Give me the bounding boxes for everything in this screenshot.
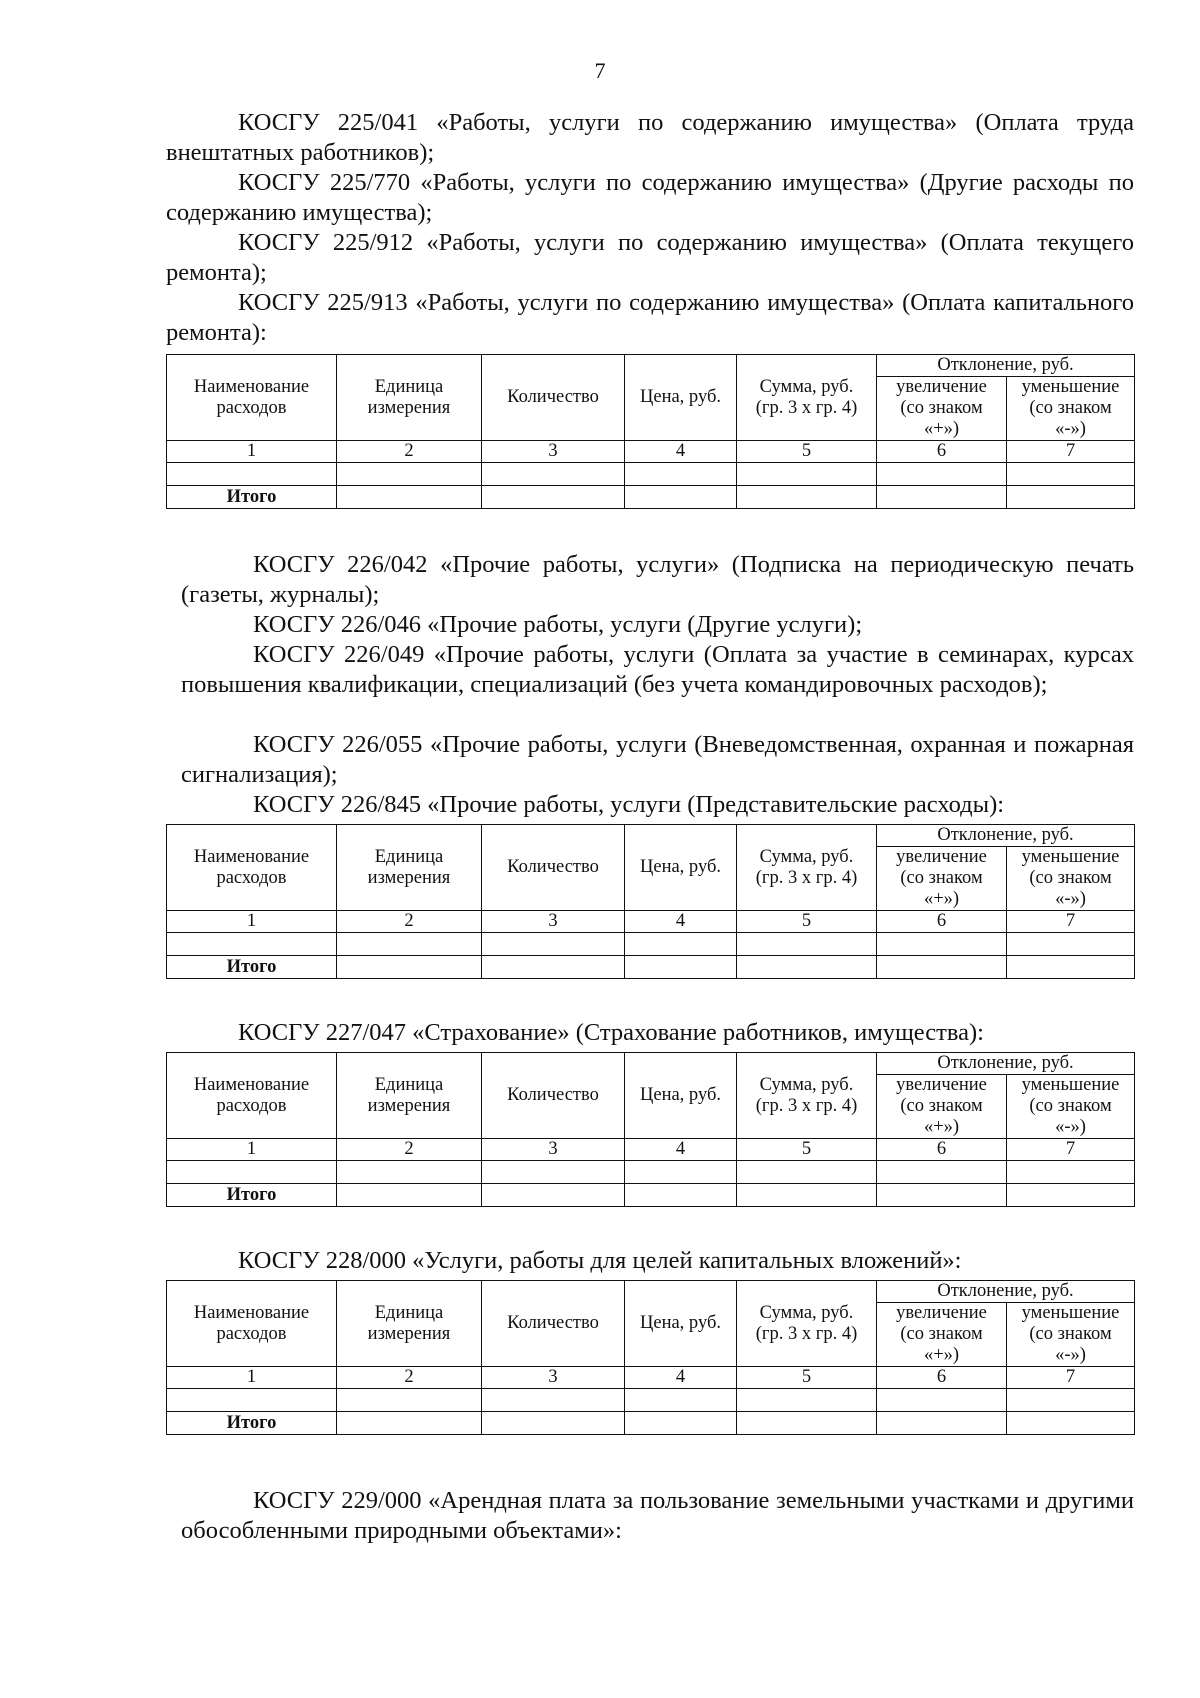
table-cell: [337, 1161, 482, 1184]
column-number: 6: [877, 1139, 1007, 1161]
section-226-paragraph-1: КОСГУ 226/042 «Прочие работы, услуги» (Подписка на периодическую печать (газеты, журналы);: [181, 551, 1134, 608]
header-unit: Единица измерения: [337, 1281, 482, 1367]
table-cell: [625, 1389, 737, 1412]
table-cell: [337, 1412, 482, 1435]
total-label: Итого: [167, 1412, 337, 1435]
column-number: 7: [1007, 911, 1135, 933]
table-cell: [737, 463, 877, 486]
table-cell: [482, 1412, 625, 1435]
table-cell: [625, 1412, 737, 1435]
table-cell: [625, 956, 737, 979]
table-cell: [337, 463, 482, 486]
column-number: 6: [877, 1367, 1007, 1389]
table-cell: [737, 1161, 877, 1184]
table-cell: [1007, 486, 1135, 509]
header-quantity: Количество: [482, 1281, 625, 1367]
column-number: 5: [737, 441, 877, 463]
table-cell: [625, 463, 737, 486]
table-cell: [625, 1161, 737, 1184]
header-sum: Сумма, руб. (гр. 3 х гр. 4): [737, 1053, 877, 1139]
column-number: 4: [625, 1139, 737, 1161]
expense-table-227: [166, 1052, 1135, 1207]
table-cell: [337, 933, 482, 956]
header-price: Цена, руб.: [625, 355, 737, 441]
header-unit: Единица измерения: [337, 355, 482, 441]
header-increase: увеличение (со знаком «+»): [877, 377, 1007, 441]
table-cell: [1007, 1412, 1135, 1435]
expense-table-225: [166, 354, 1135, 509]
column-number: 3: [482, 1367, 625, 1389]
header-unit: Единица измерения: [337, 825, 482, 911]
expense-table-228: [166, 1280, 1135, 1435]
header-decrease: уменьшение (со знаком «-»): [1007, 1303, 1135, 1367]
header-decrease: уменьшение (со знаком «-»): [1007, 847, 1135, 911]
header-name: Наименование расходов: [167, 1053, 337, 1139]
table-cell: [482, 486, 625, 509]
header-increase: увеличение (со знаком «+»): [877, 847, 1007, 911]
table-cell: [337, 1184, 482, 1207]
header-price: Цена, руб.: [625, 825, 737, 911]
column-number: 1: [167, 911, 337, 933]
header-unit: Единица измерения: [337, 1053, 482, 1139]
table-cell: [877, 486, 1007, 509]
table-cell: [1007, 463, 1135, 486]
table-cell: [625, 1184, 737, 1207]
section-225-paragraph-1: КОСГУ 225/041 «Работы, услуги по содержанию имущества» (Оплата труда внештатных работников);: [166, 109, 1134, 166]
table-cell: [877, 933, 1007, 956]
table-cell: [1007, 1389, 1135, 1412]
table-cell: [167, 1161, 337, 1184]
table-cell: [482, 1161, 625, 1184]
total-row: [167, 486, 1135, 509]
header-name: Наименование расходов: [167, 355, 337, 441]
column-number: 5: [737, 911, 877, 933]
table-cell: [337, 956, 482, 979]
table-cell: [167, 933, 337, 956]
table-cell: [482, 1184, 625, 1207]
section-226-paragraph-4: КОСГУ 226/055 «Прочие работы, услуги (Вневедомственная, охранная и пожарная сигнализация);: [181, 731, 1134, 788]
table-cell: [877, 1389, 1007, 1412]
table-cell: [482, 956, 625, 979]
table-cell: [625, 486, 737, 509]
table-cell: [167, 1389, 337, 1412]
header-quantity: Количество: [482, 1053, 625, 1139]
page-number: 7: [594, 58, 606, 83]
section-225-paragraph-4: КОСГУ 225/913 «Работы, услуги по содержанию имущества» (Оплата капитального ремонта):: [166, 289, 1134, 346]
column-number: 6: [877, 441, 1007, 463]
table-cell: [877, 1412, 1007, 1435]
table-cell: [625, 933, 737, 956]
section-229-paragraph-1: КОСГУ 229/000 «Арендная плата за пользование земельными участками и другими обособленными природными объектами»:: [181, 1487, 1134, 1544]
section-226-paragraph-5: КОСГУ 226/845 «Прочие работы, услуги (Представительские расходы):: [253, 791, 1005, 818]
table-cell: [1007, 1161, 1135, 1184]
column-number: 1: [167, 1367, 337, 1389]
table-cell: [877, 1161, 1007, 1184]
column-number: 5: [737, 1367, 877, 1389]
header-name: Наименование расходов: [167, 1281, 337, 1367]
section-226-paragraph-2: КОСГУ 226/046 «Прочие работы, услуги (Другие услуги);: [253, 611, 863, 638]
table-cell: [737, 486, 877, 509]
section-227-paragraph-1: КОСГУ 227/047 «Страхование» (Страхование работников, имущества):: [238, 1019, 984, 1046]
table-cell: [737, 1412, 877, 1435]
total-row: [167, 956, 1135, 979]
total-label: Итого: [167, 486, 337, 509]
total-row: [167, 1412, 1135, 1435]
header-quantity: Количество: [482, 825, 625, 911]
column-number: 1: [167, 441, 337, 463]
column-number: 2: [337, 1139, 482, 1161]
table-cell: [877, 1184, 1007, 1207]
table-cell: [337, 486, 482, 509]
total-label: Итого: [167, 956, 337, 979]
table-row: [167, 933, 1135, 956]
table-cell: [877, 463, 1007, 486]
header-deviation: Отклонение, руб.: [877, 1053, 1135, 1075]
table-cell: [737, 1389, 877, 1412]
table-cell: [1007, 956, 1135, 979]
table-cell: [1007, 1184, 1135, 1207]
table-cell: [337, 1389, 482, 1412]
header-name: Наименование расходов: [167, 825, 337, 911]
header-increase: увеличение (со знаком «+»): [877, 1303, 1007, 1367]
header-deviation: Отклонение, руб.: [877, 1281, 1135, 1303]
table-cell: [737, 956, 877, 979]
section-228-paragraph-1: КОСГУ 228/000 «Услуги, работы для целей капитальных вложений»:: [238, 1247, 962, 1274]
table-cell: [737, 933, 877, 956]
column-number: 6: [877, 911, 1007, 933]
header-decrease: уменьшение (со знаком «-»): [1007, 377, 1135, 441]
table-cell: [482, 933, 625, 956]
header-quantity: Количество: [482, 355, 625, 441]
section-225-paragraph-3: КОСГУ 225/912 «Работы, услуги по содержанию имущества» (Оплата текущего ремонта);: [166, 229, 1134, 286]
column-number: 2: [337, 441, 482, 463]
header-deviation: Отклонение, руб.: [877, 355, 1135, 377]
column-number: 4: [625, 911, 737, 933]
column-number: 7: [1007, 1139, 1135, 1161]
column-number: 7: [1007, 1367, 1135, 1389]
total-row: [167, 1184, 1135, 1207]
header-sum: Сумма, руб. (гр. 3 х гр. 4): [737, 355, 877, 441]
header-sum: Сумма, руб. (гр. 3 х гр. 4): [737, 825, 877, 911]
expense-table-226: [166, 824, 1135, 979]
column-number: 3: [482, 1139, 625, 1161]
section-225-paragraph-2: КОСГУ 225/770 «Работы, услуги по содержанию имущества» (Другие расходы по содержанию имущества);: [166, 169, 1134, 226]
column-number: 4: [625, 1367, 737, 1389]
table-cell: [737, 1184, 877, 1207]
table-row: [167, 1389, 1135, 1412]
column-number: 1: [167, 1139, 337, 1161]
header-price: Цена, руб.: [625, 1281, 737, 1367]
table-cell: [877, 956, 1007, 979]
section-226-paragraph-3: КОСГУ 226/049 «Прочие работы, услуги (Оплата за участие в семинарах, курсах повышения квалификации, специализаций (без учета командировочных расходов);: [181, 641, 1134, 698]
column-number: 5: [737, 1139, 877, 1161]
table-cell: [482, 1389, 625, 1412]
column-number: 2: [337, 1367, 482, 1389]
header-price: Цена, руб.: [625, 1053, 737, 1139]
column-number: 4: [625, 441, 737, 463]
header-deviation: Отклонение, руб.: [877, 825, 1135, 847]
table-cell: [482, 463, 625, 486]
table-row: [167, 463, 1135, 486]
column-number: 3: [482, 441, 625, 463]
total-label: Итого: [167, 1184, 337, 1207]
header-increase: увеличение (со знаком «+»): [877, 1075, 1007, 1139]
column-number: 7: [1007, 441, 1135, 463]
table-cell: [167, 463, 337, 486]
column-number: 2: [337, 911, 482, 933]
column-number: 3: [482, 911, 625, 933]
header-sum: Сумма, руб. (гр. 3 х гр. 4): [737, 1281, 877, 1367]
table-row: [167, 1161, 1135, 1184]
table-cell: [1007, 933, 1135, 956]
header-decrease: уменьшение (со знаком «-»): [1007, 1075, 1135, 1139]
